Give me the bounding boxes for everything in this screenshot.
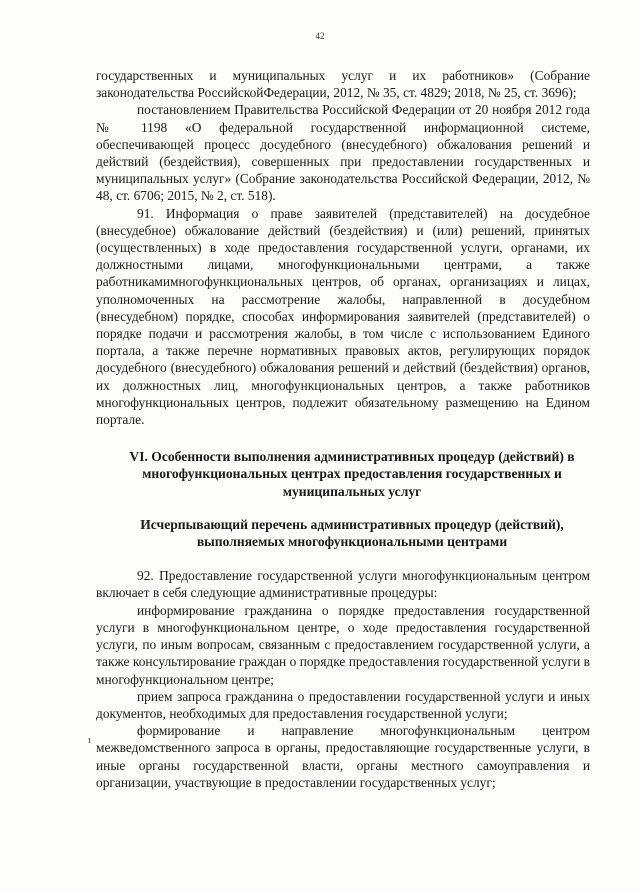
paragraph: 92. Предоставление государственной услуги многофункциональным центром включает в себя следующие административные процедуры:: [96, 568, 590, 601]
paragraph: государственных и муниципальных услуг и их работников» (Собрание законодательства РоссийскойФедерации, 2012, № 35, ст. 4829; 2018, № 25, ст. 3696);: [96, 68, 590, 101]
paragraph: информирование гражданина о порядке предоставления государственной услуги в многофункциональном центре, о ходе предоставления государственной услуги, по иным вопросам, связанным с предоставлением государственной услуги, а также консультирование граждан о порядке предоставления государственной услуги в многофункциональном центре;: [96, 602, 590, 687]
paragraph: прием запроса гражданина о предоставлении государственной услуги и иных документов, необходимых для предоставления государственной услуги;: [96, 688, 590, 721]
paragraph: 91. Информация о праве заявителей (представителей) на досудебное (внесудебное) обжалование действий (бездействия) и (или) решений, принятых (осуществленных) в ходе предоставления государственной услуги, органами, их должностными лицами, многофункциональными центрами, а также работникамимногофункциональных центров, об органах, организациях и лицах, уполномоченных на рассмотрение жалобы, направленной в досудебном (внесудебном) порядке, способах информирования заявителей (представителей) о порядке подачи и рассмотрения жалобы, в том числе с использованием Единого портала, а также перечне нормативных правовых актов, регулирующих порядок досудебного (внесудебного) обжалования решений и действий (бездействия) органов, их должностных лиц, многофункциональных центров, а также работников многофункциональных центров, подлежит обязательному размещению на Едином портале.: [96, 205, 590, 428]
section-heading: VI. Особенности выполнения административных процедур (действий) в многофункциональных центрах предоставления государственных и муниципальных услуг: [129, 449, 575, 499]
subsection-heading: Исчерпывающий перечень административных процедур (действий), выполняемых многофункциональными центрами: [140, 516, 564, 550]
page-number: 42: [315, 31, 325, 41]
paragraph: формирование и направление многофункциональным центром межведомственного запроса в органы, предоставляющие государственные услуги, в иные органы государственной власти, органы местного самоуправления и организации, участвующие в предоставлении государственных услуг;: [96, 723, 590, 790]
paragraph: постановлением Правительства Российской Федерации от 20 ноября 2012 года № 1198 «О федеральной государственной информационной системе, обеспечивающей процесс досудебного (внесудебного) обжалования решений и действий (бездействия), совершенных при предоставлении государственных и муниципальных услуг» (Собрание законодательства Российской Федерации, 2012, № 48, ст. 6706; 2015, № 2, ст. 518).: [96, 102, 590, 204]
margin-mark: ı: [88, 735, 91, 746]
paragraphs-top: [96, 67, 590, 428]
document-body: [96, 67, 590, 791]
paragraphs-bottom: [96, 567, 590, 791]
